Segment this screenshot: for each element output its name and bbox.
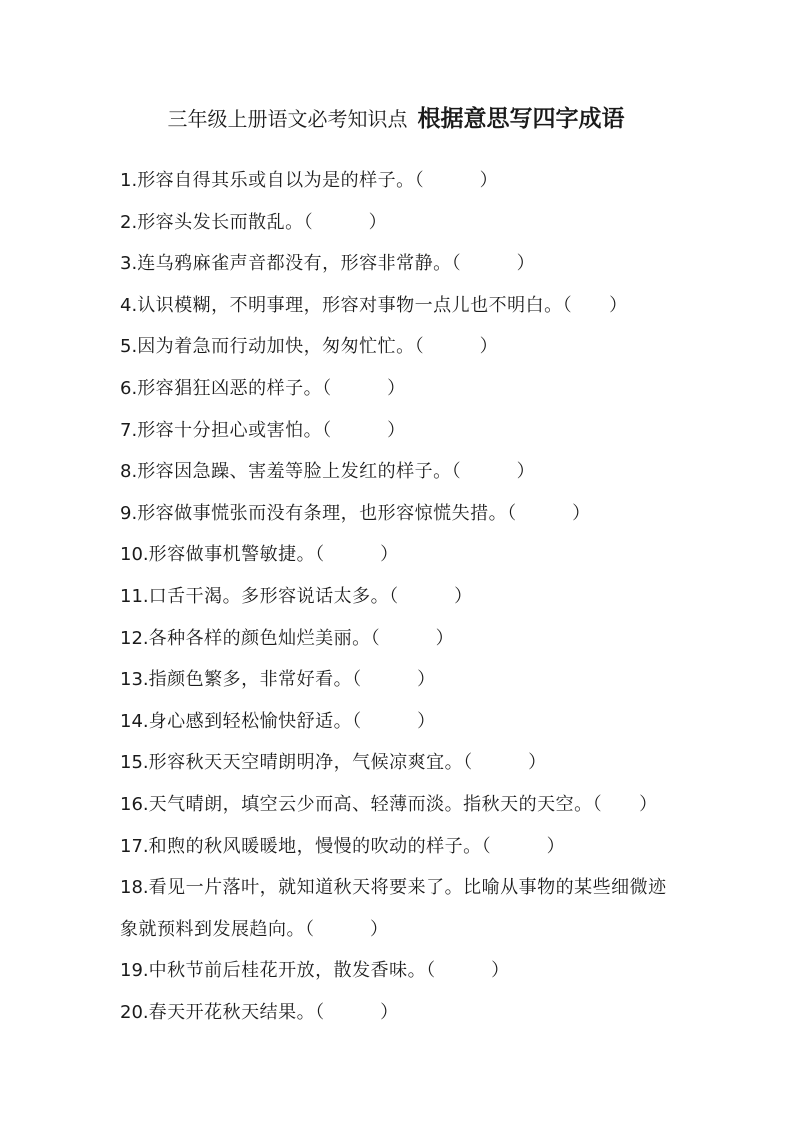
- question-number: 7.: [120, 419, 138, 441]
- question-item: [120, 618, 680, 660]
- question-number: 1.: [120, 170, 138, 191]
- question-text: 形容因急躁、害羞等脸上发红的样子。（ ）: [137, 461, 536, 483]
- question-number: 9.: [120, 502, 138, 524]
- question-item: [120, 784, 680, 826]
- question-number: 18.: [120, 877, 149, 899]
- question-text: 指颜色繁多，非常好看。（ ）: [148, 669, 436, 691]
- question-item: [120, 451, 680, 493]
- question-number: 6.: [120, 377, 138, 399]
- question-item: [120, 410, 680, 452]
- question-text: 形容秋天天空晴朗明净，气候凉爽宜。（ ）: [148, 752, 547, 774]
- question-list: [120, 160, 680, 1033]
- question-item: [120, 576, 680, 618]
- question-number: 4.: [120, 294, 138, 316]
- question-number: 20.: [120, 1001, 149, 1023]
- question-number: 2.: [120, 211, 138, 233]
- question-item: [120, 326, 680, 368]
- question-number: 5.: [120, 336, 138, 358]
- question-item: [120, 368, 680, 410]
- question-text: 天气晴朗，填空云少而高、轻薄而淡。指秋天的天空。（ ）: [148, 793, 658, 815]
- question-text: 口舌干渴。多形容说话太多。（ ）: [148, 585, 473, 607]
- question-text: 形容做事慌张而没有条理，也形容惊慌失措。（ ）: [137, 502, 591, 524]
- question-item: [120, 826, 680, 868]
- question-number: 19.: [120, 960, 149, 982]
- question-item: [120, 701, 680, 743]
- question-number: 14.: [120, 710, 149, 732]
- question-item: [120, 992, 680, 1034]
- question-number: 17.: [120, 835, 149, 857]
- question-item: [120, 493, 680, 535]
- question-number: 3.: [120, 253, 138, 275]
- question-text: 认识模糊，不明事理，形容对事物一点儿也不明白。（ ）: [137, 294, 628, 316]
- question-text: 看见一片落叶，就知道秋天将要来了。比喻从事物的某些细微迹象就预料到发展趋向。（ ）: [120, 877, 667, 940]
- question-number: 11.: [120, 585, 149, 607]
- question-text: 形容做事机警敏捷。（ ）: [148, 544, 399, 566]
- title-grade-label: 三年级上册语文必考知识点: [167, 107, 408, 131]
- question-item: [120, 659, 680, 701]
- question-text: 因为着急而行动加快，匆匆忙忙。（ ）: [137, 336, 499, 358]
- question-text: 形容头发长而散乱。（ ）: [137, 211, 388, 233]
- question-number: 12.: [120, 627, 149, 649]
- question-number: 16.: [120, 793, 149, 815]
- question-item: [120, 867, 680, 950]
- title-topic-label: 根据意思写四字成语: [417, 106, 625, 132]
- question-text: 连乌鸦麻雀声音都没有，形容非常静。（ ）: [137, 253, 536, 275]
- question-text: 形容十分担心或害怕。（ ）: [137, 419, 406, 441]
- question-text: 和煦的秋风暖暖地，慢慢的吹动的样子。（ ）: [148, 835, 566, 857]
- question-item: [120, 243, 680, 285]
- question-text: 形容猖狂凶恶的样子。（ ）: [137, 377, 406, 399]
- question-number: 13.: [120, 669, 149, 691]
- question-item: [120, 742, 680, 784]
- question-item: [120, 202, 680, 244]
- question-text: 身心感到轻松愉快舒适。（ ）: [148, 710, 436, 732]
- page-title: [0, 100, 792, 133]
- question-text: 形容自得其乐或自以为是的样子。（ ）: [137, 170, 499, 191]
- question-text: 春天开花秋天结果。（ ）: [148, 1001, 399, 1023]
- question-item: [120, 950, 680, 992]
- question-item: [120, 160, 680, 202]
- question-number: 15.: [120, 752, 149, 774]
- question-number: 10.: [120, 544, 149, 566]
- question-item: [120, 285, 680, 327]
- question-text: 中秋节前后桂花开放，散发香味。（ ）: [148, 960, 510, 982]
- question-text: 各种各样的颜色灿烂美丽。（ ）: [148, 627, 455, 649]
- question-number: 8.: [120, 461, 138, 483]
- question-item: [120, 534, 680, 576]
